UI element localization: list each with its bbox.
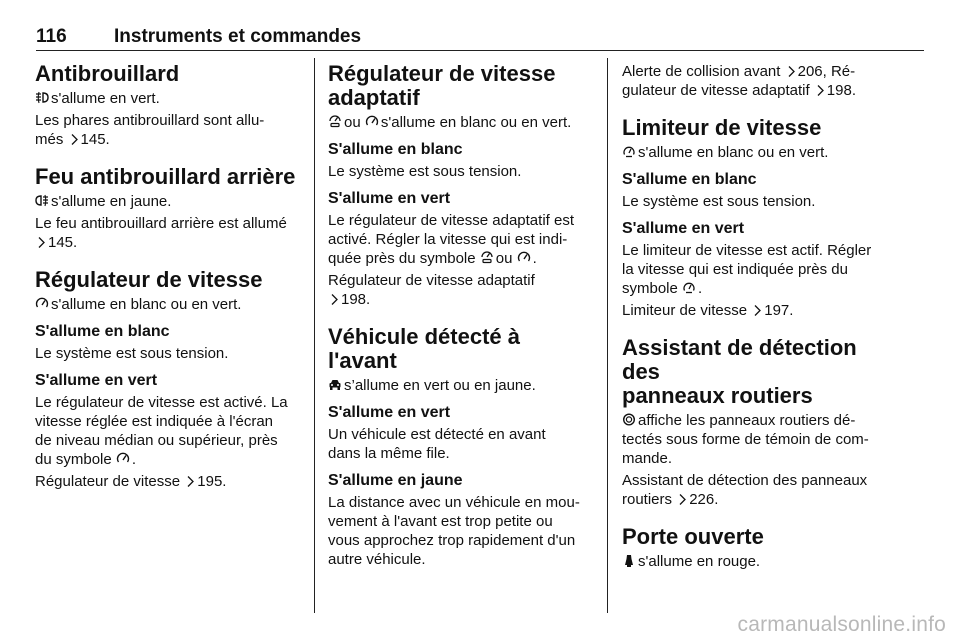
vehicle-indicator-text: s’allume en vert ou en jaune.: [328, 376, 594, 395]
column-3: [622, 62, 890, 574]
page-reference-arrow-icon: [186, 475, 195, 488]
page-number: 116: [36, 26, 67, 47]
page-reference[interactable]: 206, Ré-: [797, 63, 856, 80]
speed-limiter-icon: [622, 144, 636, 159]
page-reference-arrow-icon: [753, 304, 762, 317]
page-reference[interactable]: 226.: [689, 491, 719, 508]
rear-fog-description: Le feu antibrouillard arrière est allumé 145.: [35, 215, 287, 251]
page-reference-arrow-icon: [330, 293, 339, 306]
acc-reference: Régulateur de vitesse adaptatif 198.: [328, 272, 535, 308]
page-reference-arrow-icon: [37, 236, 46, 249]
limiter-green-text: Le limiteur de vitesse est actif. Régler la vitesse qui est indiquée près du symbole .: [622, 242, 872, 297]
signs-indicator-text: affiche les panneaux routiers dé- tectés sous forme de témoin de com- mande.: [622, 412, 869, 467]
cruise-reference: Régulateur de vitesse 195.: [35, 473, 227, 490]
cruise-control-icon: [35, 296, 49, 311]
fog-indicator-text: s'allume en vert.: [35, 89, 301, 108]
vehicle-yellow-text: La distance avec un véhicule en mou- vement à l'avant est trop petite ou vous approchez trop rapidement d'un autre véhicule.: [328, 494, 580, 568]
rear-fog-indicator-text: s'allume en jaune.: [35, 192, 301, 211]
page-reference[interactable]: 145.: [48, 234, 78, 251]
watermark: carmanualsonline.info: [737, 613, 946, 636]
page-reference[interactable]: 197.: [764, 302, 794, 319]
running-title: Instruments et commandes: [114, 26, 362, 47]
fog-light-front-icon: [35, 90, 49, 105]
adaptive-cruise-icon: [328, 114, 342, 129]
cruise-control-icon: [116, 451, 130, 466]
limiter-reference: Limiteur de vitesse 197.: [622, 302, 794, 319]
cruise-control-icon: [517, 250, 531, 265]
limiter-green-heading: S'allume en vert: [622, 220, 745, 237]
page-header: [36, 26, 924, 51]
speed-limiter-icon: [682, 280, 696, 295]
section-title-door: Porte ouverte: [622, 524, 764, 549]
page-reference[interactable]: 198.: [341, 291, 371, 308]
limiter-white-heading: S'allume en blanc: [622, 171, 757, 188]
page-reference-arrow-icon: [70, 133, 79, 146]
cruise-green-heading: S'allume en vert: [35, 372, 158, 389]
acc-green-text: Le régulateur de vitesse adaptatif est activé. Régler la vitesse qui est indi- quée près du symbole ou .: [328, 212, 574, 267]
fog-light-rear-icon: [35, 193, 49, 208]
page-reference[interactable]: 145.: [80, 131, 110, 148]
traffic-sign-icon: [622, 412, 636, 427]
page-reference-arrow-icon: [678, 493, 687, 506]
limiter-white-text: Le système est sous tension.: [622, 193, 816, 210]
cruise-white-heading: S'allume en blanc: [35, 323, 170, 340]
page-reference-arrow-icon: [816, 84, 825, 97]
column-divider: [607, 58, 608, 613]
section-title-limiter: Limiteur de vitesse: [622, 115, 822, 140]
page-reference[interactable]: 195.: [197, 473, 227, 490]
cruise-green-text: Le régulateur de vitesse est activé. La vitesse réglée est indiquée à l'écran de niveau médian ou supérieur, près du symbole .: [35, 394, 288, 468]
section-title-acc: Régulateur de vitesse adaptatif: [328, 61, 556, 110]
page-reference[interactable]: 198.: [826, 82, 856, 99]
acc-indicator-text: ou s'allume en blanc ou en vert.: [328, 113, 594, 132]
column-2: [328, 62, 594, 572]
limiter-indicator-text: s'allume en blanc ou en vert.: [622, 143, 890, 162]
adaptive-cruise-icon: [480, 250, 494, 265]
signs-reference: Assistant de détection des panneaux routiers 226.: [622, 472, 868, 508]
door-indicator-text: s'allume en rouge.: [622, 552, 890, 571]
cruise-indicator-text: s'allume en blanc ou en vert.: [35, 295, 301, 314]
section-title-fog: Antibrouillard: [35, 61, 180, 86]
cruise-white-text: Le système est sous tension.: [35, 345, 229, 362]
column-1: [35, 62, 301, 494]
page-reference-arrow-icon: [787, 65, 796, 78]
section-title-rear-fog: Feu antibrouillard arrière: [35, 164, 296, 189]
section-title-vehicle: Véhicule détecté à l'avant: [328, 324, 520, 373]
acc-white-text: Le système est sous tension.: [328, 163, 522, 180]
vehicle-ahead-icon: [328, 377, 342, 392]
section-title-cruise: Régulateur de vitesse: [35, 267, 263, 292]
vehicle-green-text: Un véhicule est détecté en avant dans la même file.: [328, 426, 546, 462]
column-divider: [314, 58, 315, 613]
acc-green-heading: S'allume en vert: [328, 190, 451, 207]
vehicle-yellow-heading: S'allume en jaune: [328, 472, 463, 489]
continued-references: Alerte de collision avant 206, Ré- gulateur de vitesse adaptatif 198.: [622, 63, 856, 99]
door-open-icon: [622, 553, 636, 568]
cruise-control-icon: [365, 114, 379, 129]
acc-white-heading: S'allume en blanc: [328, 141, 463, 158]
section-title-signs: Assistant de détection des panneaux routiers: [622, 335, 857, 408]
vehicle-green-heading: S'allume en vert: [328, 404, 451, 421]
fog-description: Les phares antibrouillard sont allu- més 145.: [35, 112, 265, 148]
